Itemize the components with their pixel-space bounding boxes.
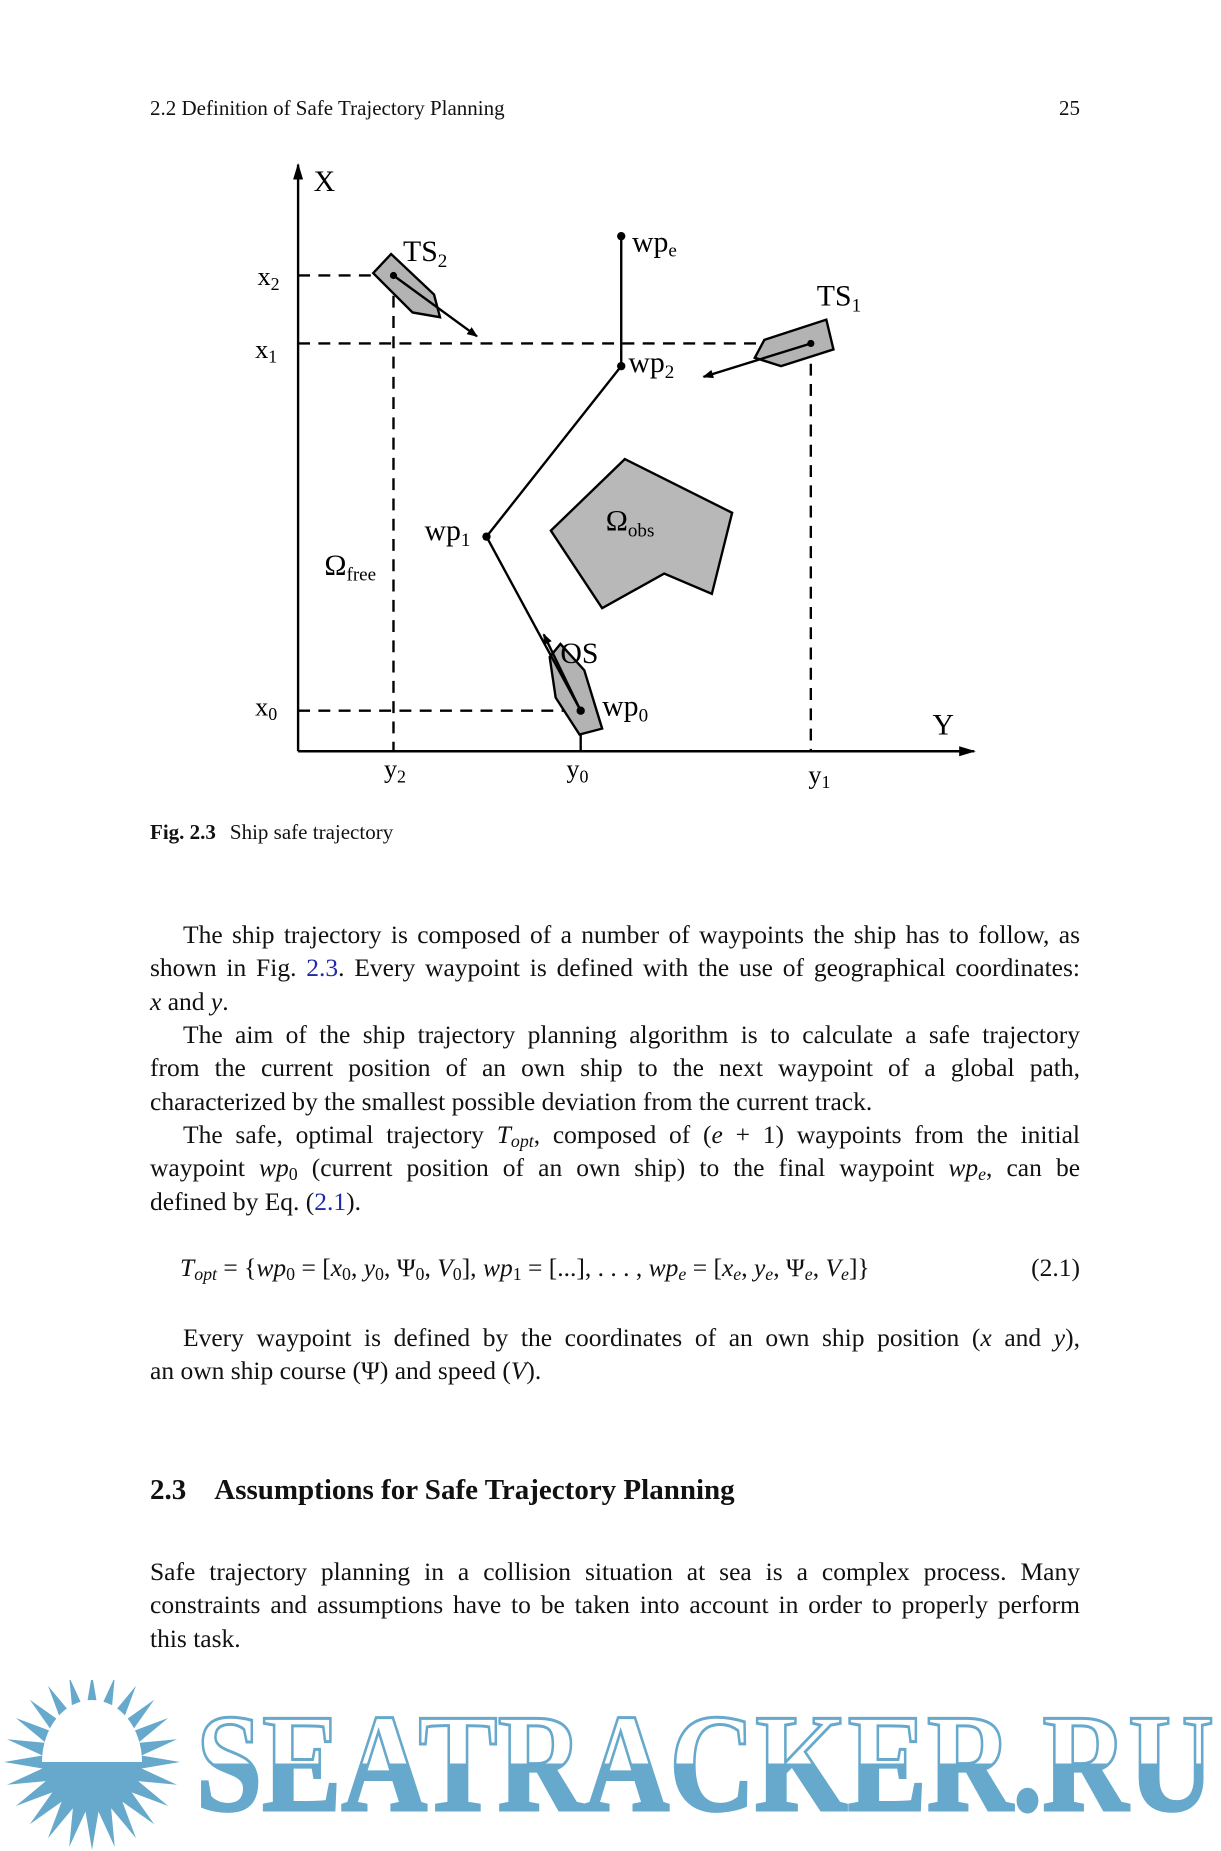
text-run: x [150, 986, 162, 1016]
tick-x1: x1 [255, 334, 278, 367]
text-run: x [721, 1253, 734, 1282]
axis-x-label: X [313, 164, 336, 198]
text-run: e [765, 1264, 774, 1284]
text-run: The aim of the ship trajectory planning algorithm is to calculate a safe trajectory [183, 1020, 1080, 1049]
text-run: e [841, 1264, 849, 1284]
text-run: 1 [512, 1264, 522, 1284]
label-omega-obs: $\Omega_{obs}$ [605, 504, 655, 542]
text-run: , [424, 1253, 438, 1282]
text-run: an own ship course (Ψ) and speed ( [150, 1356, 511, 1386]
text-run: e [804, 1264, 813, 1284]
text-run: 0 [342, 1264, 351, 1284]
text-run: from the current position of an own ship to the next waypoint of a global path, [150, 1053, 1080, 1083]
text-run: , [812, 1253, 826, 1282]
text-run: T [496, 1120, 511, 1149]
page-number: 25 [1059, 96, 1080, 120]
tick-y0: y0 [566, 754, 589, 787]
ship-trajectory-figure [0, 0, 1221, 830]
label-omega-free: $\Omega_{free}$ [324, 548, 377, 586]
text-line [150, 951, 1080, 984]
text-run: Every waypoint is defined by the coordinates of an own ship position ( [183, 1323, 981, 1352]
text-run: ), [1065, 1323, 1080, 1352]
tick-x2: x2 [257, 262, 280, 294]
tick-x0: x0 [255, 692, 278, 725]
running-header: 2.2 Definition of Safe Trajectory Planning [150, 96, 505, 120]
text-line [150, 1622, 1080, 1655]
text-run: = [ [686, 1253, 722, 1282]
label-wp0: $wp_0$ [602, 689, 649, 727]
text-run: y [363, 1253, 376, 1282]
tick-y1: y1 [808, 760, 831, 793]
caption-label: Fig. 2.3 [150, 820, 216, 844]
figure-caption [150, 820, 393, 845]
text-run: , [741, 1253, 754, 1282]
text-run: e [733, 1264, 742, 1284]
text-run: characterized by the smallest possible deviation from the current track. [150, 1086, 873, 1116]
text-run: constraints and assumptions have to be taken into account in order to properly perform [150, 1590, 1080, 1620]
label-ts1: $TS_1$ [816, 279, 862, 317]
axis-y-label: Y [932, 708, 954, 742]
section-number: 2.3 [150, 1474, 187, 1506]
label-os: OS [560, 637, 599, 671]
text-run: y [210, 986, 223, 1016]
label-wpe: wpe [631, 225, 677, 262]
text-run: wp [256, 1253, 287, 1282]
text-run: waypoint [150, 1153, 259, 1183]
text-run: V [510, 1356, 527, 1386]
text-run: opt [194, 1264, 217, 1284]
text-line [150, 1051, 1080, 1084]
text-run: e [711, 1120, 723, 1149]
text-run: 0 [375, 1264, 384, 1284]
text-line [150, 1354, 1080, 1387]
text-run: , composed of ( [533, 1120, 712, 1149]
text-run: y [1053, 1323, 1066, 1352]
text-run: e [978, 1164, 987, 1185]
cross-reference-link[interactable]: 2.1 [314, 1186, 347, 1216]
text-run: The ship trajectory is composed of a number of waypoints the ship has to follow, as [183, 920, 1080, 949]
text-run: Safe trajectory planning in a collision situation at sea is a complex process. Many [150, 1557, 1080, 1586]
text-run: . [222, 986, 229, 1016]
text-run: 0 [288, 1164, 298, 1185]
text-run: y [753, 1253, 766, 1282]
tick-y2: y2 [383, 754, 406, 787]
text-run: The safe, optimal trajectory [183, 1120, 497, 1149]
text-run: defined by Eq. ( [150, 1186, 315, 1216]
text-run: wp [948, 1153, 979, 1183]
text-run: ], [461, 1253, 483, 1282]
text-run: + 1) waypoints from the initial [722, 1120, 1081, 1149]
trajectory-path [486, 236, 621, 711]
text-line [183, 918, 1080, 951]
text-run: and [991, 1323, 1054, 1352]
text-run: , can be [986, 1153, 1081, 1183]
text-run: wp [648, 1253, 679, 1282]
text-run: ). [526, 1356, 542, 1386]
text-run: ]} [848, 1253, 870, 1282]
text-line [150, 1151, 1080, 1184]
text-line [150, 1085, 1080, 1118]
text-line [150, 985, 1080, 1018]
text-run: V [437, 1253, 453, 1282]
text-run: = [ [295, 1253, 331, 1282]
cross-reference-link[interactable]: 2.3 [306, 953, 339, 983]
text-run: shown in Fig. [150, 953, 307, 983]
section-title: Assumptions for Safe Trajectory Planning [214, 1474, 735, 1506]
section-heading [150, 1474, 735, 1507]
text-line [183, 1118, 1080, 1151]
sun-logo-icon [4, 1680, 180, 1850]
text-run: . Every waypoint is defined with the use of geographical coordinates: [338, 953, 1080, 983]
text-run: x [980, 1323, 992, 1352]
text-run: this task. [150, 1623, 241, 1653]
label-wp2: $wp_2$ [628, 346, 675, 384]
ts1-ship [755, 320, 834, 367]
text-line [150, 1555, 1080, 1588]
text-line [183, 1018, 1080, 1051]
equation-2-1 [180, 1253, 870, 1283]
caption-text: Ship safe trajectory [229, 820, 394, 844]
label-ts2: $TS_2$ [403, 235, 448, 273]
text-run: e [678, 1264, 687, 1284]
text-run: = { [217, 1253, 257, 1282]
text-run: , Ψ [773, 1253, 805, 1282]
text-run: x [330, 1253, 343, 1282]
text-run: V [825, 1253, 842, 1282]
text-run: ). [346, 1186, 362, 1216]
equation-number: (2.1) [1031, 1253, 1080, 1282]
text-run: T [180, 1253, 195, 1282]
text-run: opt [510, 1131, 534, 1151]
text-run: 0 [415, 1264, 425, 1284]
text-run: 0 [286, 1264, 296, 1284]
text-run: 0 [452, 1264, 462, 1284]
text-run: and [161, 986, 211, 1016]
text-run: = [...], . . . , [521, 1253, 649, 1282]
text-line [150, 1185, 1080, 1218]
seatracker-watermark [0, 1680, 1221, 1851]
text-run: , [350, 1253, 364, 1282]
text-line [150, 1588, 1080, 1621]
text-line [183, 1321, 1080, 1354]
text-run: wp [259, 1153, 289, 1183]
text-run: (current position of an own ship) to the final waypoint [297, 1153, 949, 1183]
label-wp1: $wp_1$ [424, 514, 471, 552]
text-run: wp [482, 1253, 513, 1282]
watermark-text: SEATRACKER.RU [196, 1686, 1214, 1841]
text-run: , Ψ [383, 1253, 416, 1282]
